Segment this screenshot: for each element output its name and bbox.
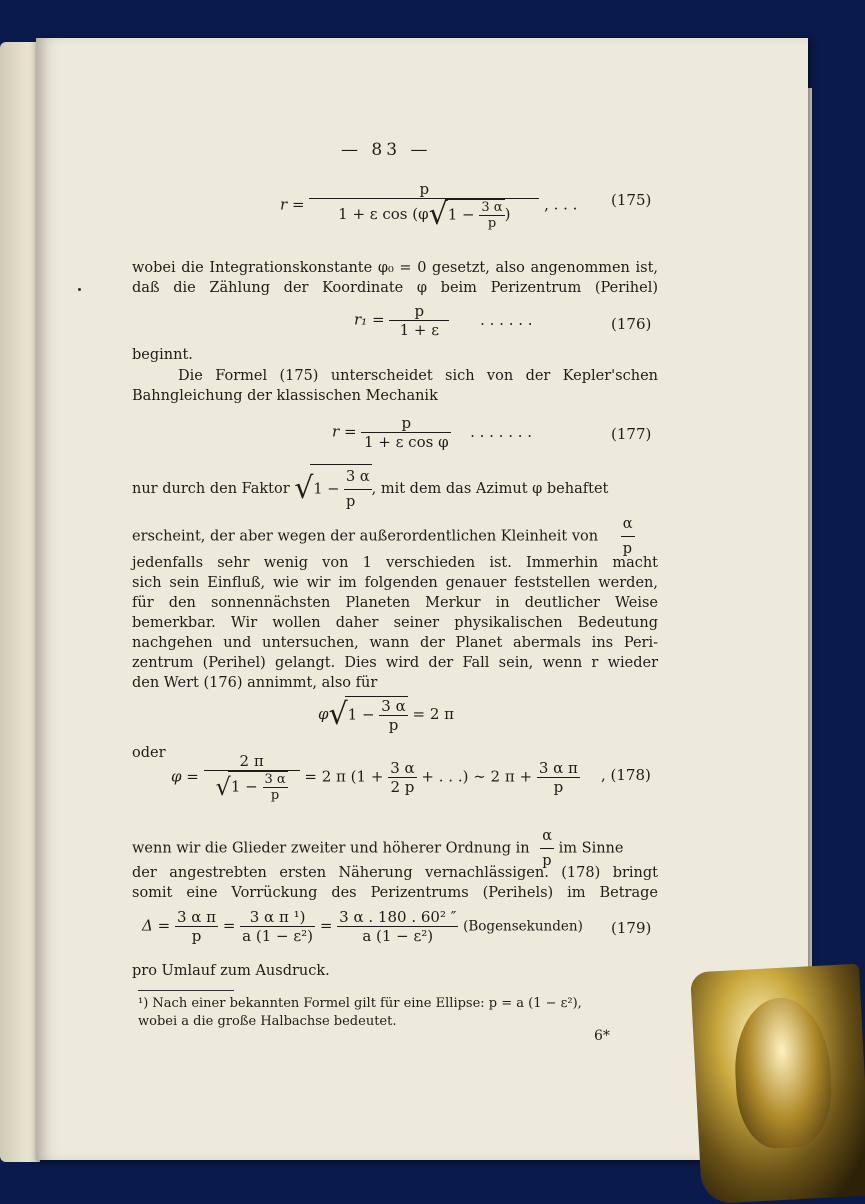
text-line-faktor: nur durch den Faktor √1 − $\frac{3 \alpha}{p}$ , mit dem das Azimut φ behaftet	[132, 464, 658, 514]
text-line-erscheint: erscheint, der aber wegen der außerordentlichen Kleinheit von $\frac{\alpha}{p}$	[132, 512, 658, 561]
left-page-edge	[0, 42, 40, 1162]
text-line: sich sein Einfluß, wie wir im folgenden genauer feststellen werden,	[132, 575, 658, 591]
signature-mark: 6*	[594, 1028, 610, 1044]
equation-phi: φ√1 − $\frac{3 \alpha}{p}$ = 2 π	[318, 697, 455, 734]
footnote-rule	[138, 990, 234, 991]
footnote-line: wobei a die große Halbachse bedeutet.	[138, 1014, 397, 1029]
equation-178: φ = 2 π √1 − $\frac{3 \alpha}{p}$ = 2 π (1 + $\frac{3 \alpha}{2 p}$ + . . .) ∼ 2 π + $\frac{\text{3 α π}}{p}$	[171, 752, 578, 803]
page-number: — 83 —	[341, 140, 432, 160]
text-line: nachgehen und untersuchen, wann der Planet abermals ins Peri-	[132, 635, 658, 651]
text-line: für den sonnennächsten Planeten Merkur in deutlicher Weise	[132, 595, 658, 611]
text-line: somit eine Vorrückung des Perizentrums (Perihels) im Betrage	[132, 885, 658, 901]
equation-label-179: (179)	[611, 919, 652, 937]
brass-clip-ornament	[732, 995, 835, 1150]
text-line: zentrum (Perihel) gelangt. Dies wird der Fall sein, wenn r wieder	[132, 655, 658, 671]
equation-176: r₁ = $\frac{p}{1 + \varepsilon}$ . . . . . .	[354, 302, 533, 339]
text-line: daß die Zählung der Koordinate φ beim Perizentrum (Perihel)	[132, 280, 658, 296]
equation-label-176: (176)	[611, 315, 652, 333]
text-line: Die Formel (175) unterscheidet sich von der Kepler'schen	[178, 368, 658, 384]
text-line: der angestrebten ersten Näherung vernachlässigen. (178) bringt	[132, 865, 658, 881]
text-line: jedenfalls sehr wenig von 1 verschieden ist. Immerhin macht	[132, 555, 658, 571]
text-line: pro Umlauf zum Ausdruck.	[132, 963, 330, 979]
equation-179: Δ = $\frac{\text{3 α π}}{p}$ = $\frac{\text{3 α π ¹)}}{\text{a (1 − ε²)}}$ = $\frac{\text{3 α . 180 . 60² ″}}{\text{a (1 − ε²)}}$ (Bogensekunden)	[142, 908, 583, 945]
equation-label-177: (177)	[611, 425, 652, 443]
equation-label-175: (175)	[611, 191, 652, 209]
text-line: den Wert (176) annimmt, also für	[132, 675, 378, 691]
text-line: wobei die Integrationskonstante φ₀ = 0 gesetzt, also angenommen ist,	[132, 260, 658, 276]
brass-clip	[690, 964, 865, 1204]
equation-label-178: , (178)	[601, 766, 651, 784]
equation-177: r = $\frac{p}{\text{1 + ε cos φ}}$ . . . . . . .	[332, 414, 533, 451]
footnote-line: ¹) Nach einer bekannten Formel gilt für eine Ellipse: p = a (1 − ε²),	[138, 996, 582, 1011]
equation-175: r = p 1 + ε cos (φ√1 − $\frac{3 \alpha}{p}$ ) , . . .	[280, 180, 578, 232]
text-line: beginnt.	[132, 347, 193, 363]
text-line: Bahngleichung der klassischen Mechanik	[132, 388, 438, 404]
speck	[78, 288, 81, 291]
text-line: bemerkbar. Wir wollen daher seiner physikalischen Bedeutung	[132, 615, 658, 631]
text-line: oder	[132, 745, 166, 761]
text-line-wenn: wenn wir die Glieder zweiter und höherer Ordnung in $\frac{\alpha}{p}$ im Sinne	[132, 824, 658, 873]
